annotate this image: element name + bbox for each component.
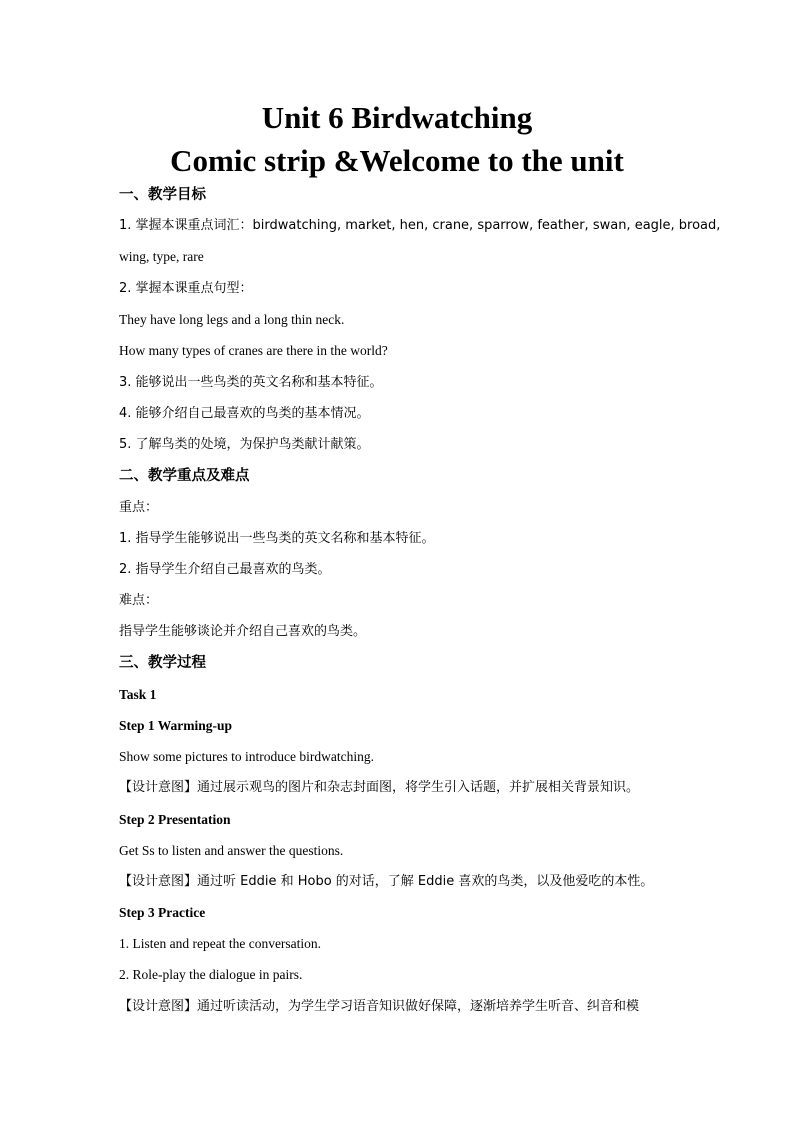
document-title-line2: Comic strip &Welcome to the unit <box>170 143 624 178</box>
step-2-title: Step 2 Presentation <box>119 812 231 827</box>
step-3-design-intent: 【设计意图】通过听读活动，为学生学习语音知识做好保障，逐渐培养学生听音、纠音和模 <box>119 999 640 1014</box>
objective-item-2: 2. 掌握本课重点句型： <box>119 281 253 296</box>
step-3-text-1: 1. Listen and repeat the conversation. <box>119 936 322 951</box>
key-points-label: 重点： <box>119 500 159 515</box>
step-1-design-intent: 【设计意图】通过展示观鸟的图片和杂志封面图，将学生引入话题，并扩展相关背景知识。 <box>119 780 640 795</box>
document-title-line1: Unit 6 Birdwatching <box>261 100 533 135</box>
section-heading-key-points: 二、教学重点及难点 <box>119 468 250 484</box>
step-2-text: Get Ss to listen and answer the questions. <box>119 843 344 858</box>
step-1-title: Step 1 Warming-up <box>119 718 233 733</box>
step-2-design-intent: 【设计意图】通过听 Eddie 和 Hobo 的对话，了解 Eddie 喜欢的鸟类，以及他爱吃的本性。 <box>119 874 654 889</box>
objective-item-5: 5. 了解鸟类的处境，为保护鸟类献计献策。 <box>119 437 370 452</box>
key-point-1: 1. 指导学生能够说出一些鸟类的英文名称和基本特征。 <box>119 531 435 546</box>
objective-item-3: 3. 能够说出一些鸟类的英文名称和基本特征。 <box>119 375 383 390</box>
difficult-points-label: 难点： <box>119 593 159 608</box>
key-sentence-1: They have long legs and a long thin neck. <box>119 312 345 327</box>
step-1-text: Show some pictures to introduce birdwatching. <box>119 749 374 764</box>
section-heading-objectives: 一、教学目标 <box>119 187 206 203</box>
objective-item-1-continued: wing, type, rare <box>119 249 204 264</box>
objective-item-4: 4. 能够介绍自己最喜欢的鸟类的基本情况。 <box>119 406 370 421</box>
difficult-point-1: 指导学生能够谈论并介绍自己喜欢的鸟类。 <box>119 624 367 639</box>
task-label: Task 1 <box>119 687 157 702</box>
step-3-text-2: 2. Role-play the dialogue in pairs. <box>119 967 303 982</box>
section-heading-process: 三、教学过程 <box>119 655 206 671</box>
key-sentence-2: How many types of cranes are there in the world? <box>119 343 388 358</box>
objective-item-1: 1. 掌握本课重点词汇：birdwatching, market, hen, crane, sparrow, feather, swan, eagle, broad, <box>119 218 721 233</box>
key-point-2: 2. 指导学生介绍自己最喜欢的鸟类。 <box>119 562 331 577</box>
step-3-title: Step 3 Practice <box>119 905 206 920</box>
